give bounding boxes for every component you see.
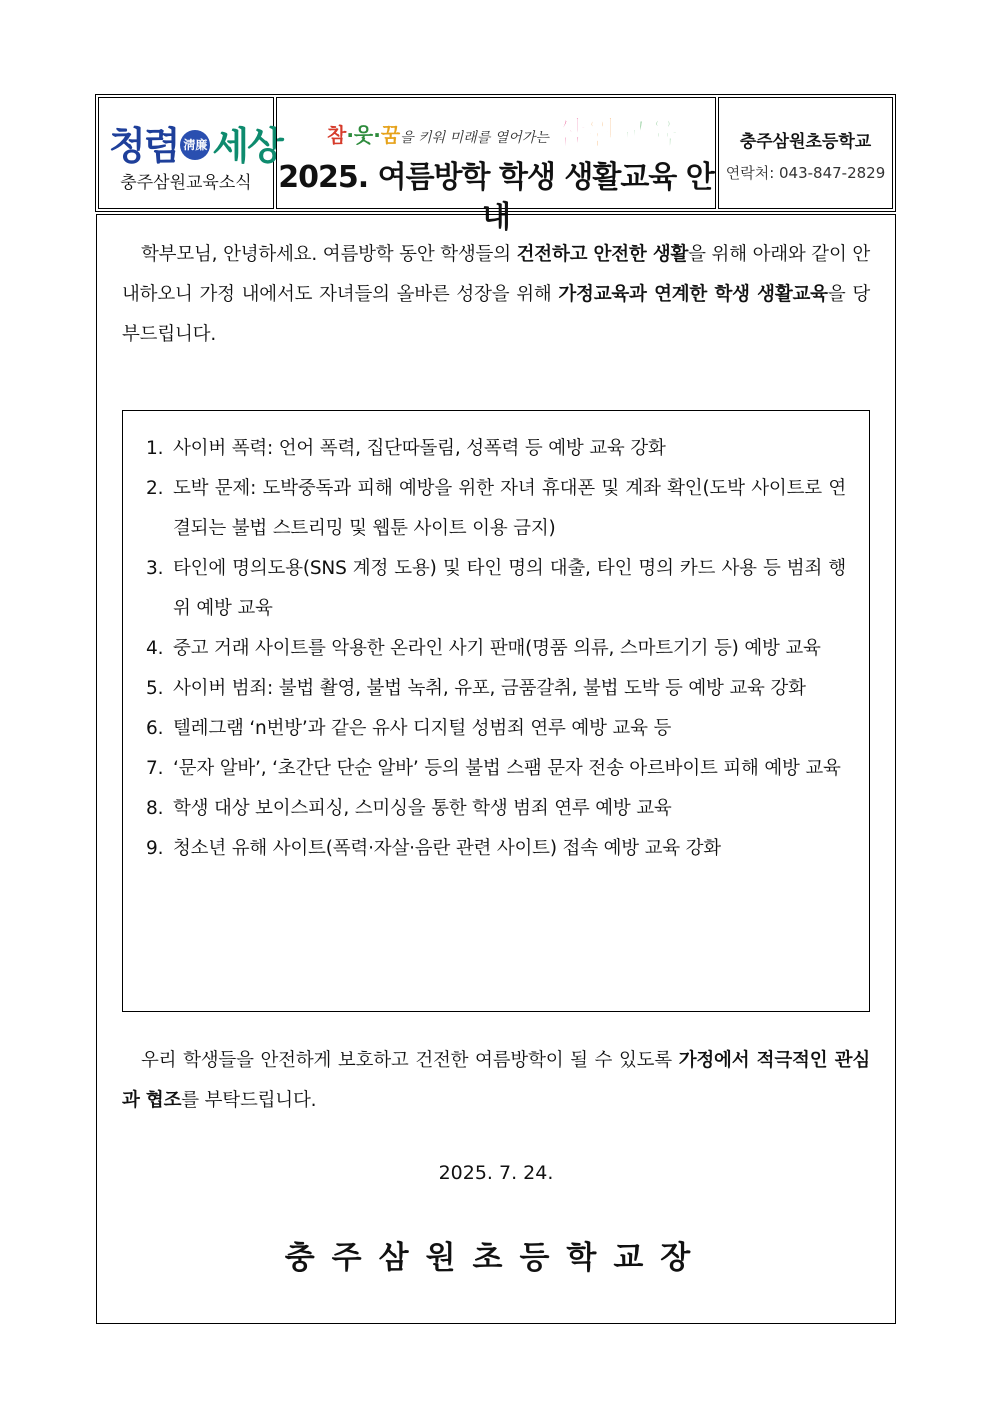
item-number: 9. — [146, 838, 164, 859]
letter-body — [96, 214, 896, 1324]
item-text: 사이버 폭력: 언어 폭력, 집단따돌림, 성폭력 등 예방 교육 강화 — [173, 438, 666, 459]
list-item — [146, 789, 846, 829]
guidance-box — [122, 410, 870, 1012]
list-item — [146, 629, 846, 669]
list-item — [146, 469, 846, 549]
intro-text-3: 을 당부드립니다. — [122, 284, 871, 345]
slogan-part2: ·웃· — [346, 123, 381, 147]
closing-bold: 가정에서 적극적인 관심과 협조 — [122, 1050, 870, 1111]
intro-paragraph — [122, 235, 870, 355]
list-item — [146, 749, 846, 789]
item-text: 텔레그램 ‘n번방’과 같은 유사 디지털 성범죄 연루 예방 교육 등 — [173, 718, 672, 739]
slogan-part1: 참 — [327, 123, 347, 147]
item-number: 1. — [146, 438, 164, 459]
list-item — [146, 829, 846, 869]
school-cell — [718, 97, 893, 209]
item-number: 3. — [146, 558, 164, 579]
item-text: 학생 대상 보이스피싱, 스미싱을 통한 학생 범죄 연루 예방 교육 — [173, 798, 672, 819]
slogan-rest: 을 키워 미래를 열어가는 — [400, 130, 549, 146]
logo-text-1: 청렴 — [109, 124, 179, 168]
integrity-logo — [109, 124, 282, 168]
closing-text-1: 우리 학생들을 안전하게 보호하고 건전한 여름방학이 될 수 있도록 — [141, 1050, 679, 1071]
closing-text-2: 를 부탁드립니다. — [181, 1090, 317, 1111]
logo-cell — [98, 97, 282, 209]
closing-paragraph — [122, 1041, 870, 1121]
slogan-part3: 꿈 — [380, 123, 401, 147]
logo-badge-icon: 淸廉 — [180, 130, 210, 160]
brand-2: 원 — [585, 114, 617, 152]
brand-3: 교육 — [616, 114, 679, 152]
principal-signature: 충주삼원초등학교장 — [284, 1240, 708, 1276]
list-item — [146, 429, 846, 469]
slogan — [327, 116, 678, 153]
item-text: 사이버 범죄: 불법 촬영, 불법 녹취, 유포, 금품갈취, 불법 도박 등 예방 교육 강화 — [173, 678, 806, 699]
list-item — [146, 669, 846, 709]
item-number: 8. — [146, 798, 164, 819]
document-title: 2025. 여름방학 학생 생활교육 안내 — [278, 160, 714, 235]
item-text: 타인에 명의도용(SNS 계정 도용) 및 타인 명의 대출, 타인 명의 카드 사용 등 범죄 행위 예방 교육 — [173, 558, 846, 619]
newsletter-header — [95, 94, 896, 235]
intro-bold-1: 건전하고 안전한 생활 — [516, 244, 689, 265]
item-number: 5. — [146, 678, 164, 699]
item-number: 4. — [146, 638, 164, 659]
item-number: 6. — [146, 718, 164, 739]
list-item — [146, 549, 846, 629]
logo-text-2: 세상 — [212, 124, 282, 168]
title-cell — [276, 97, 716, 235]
item-number: 2. — [146, 478, 164, 499]
item-text: ‘문자 알바’, ‘초간단 단순 알바’ 등의 불법 스팸 문자 전송 아르바이트 피해 예방 교육 — [173, 758, 841, 779]
guidance-list — [146, 429, 846, 869]
brand-1: 삼 — [554, 114, 586, 152]
intro-text-1: 학부모님, 안녕하세요. 여름방학 동안 학생들의 — [141, 244, 517, 265]
brand-logo — [555, 114, 679, 152]
school-name: 충주삼원초등학교 — [739, 132, 872, 152]
list-item — [146, 709, 846, 749]
item-text: 중고 거래 사이트를 악용한 온라인 사기 판매(명품 의류, 스마트기기 등) 예방 교육 — [173, 638, 821, 659]
intro-text-2: 을 위해 아래와 같이 안내하오니 가정 내에서도 자녀들의 올바른 성장을 위해 — [122, 244, 871, 305]
item-text: 도박 문제: 도박중독과 피해 예방을 위한 자녀 휴대폰 및 계좌 확인(도박 사이트로 연결되는 불법 스트리밍 및 웹툰 사이트 이용 금지) — [173, 478, 846, 539]
contact-number: 연락처: 043-847-2829 — [725, 164, 886, 182]
issue-date: 2025. 7. 24. — [438, 1162, 554, 1184]
item-text: 청소년 유해 사이트(폭력·자살·음란 관련 사이트) 접속 예방 교육 강화 — [173, 838, 721, 859]
intro-bold-2: 가정교육과 연계한 학생 생활교육 — [558, 284, 828, 305]
item-number: 7. — [146, 758, 164, 779]
newsletter-name: 충주삼원교육소식 — [120, 173, 252, 193]
